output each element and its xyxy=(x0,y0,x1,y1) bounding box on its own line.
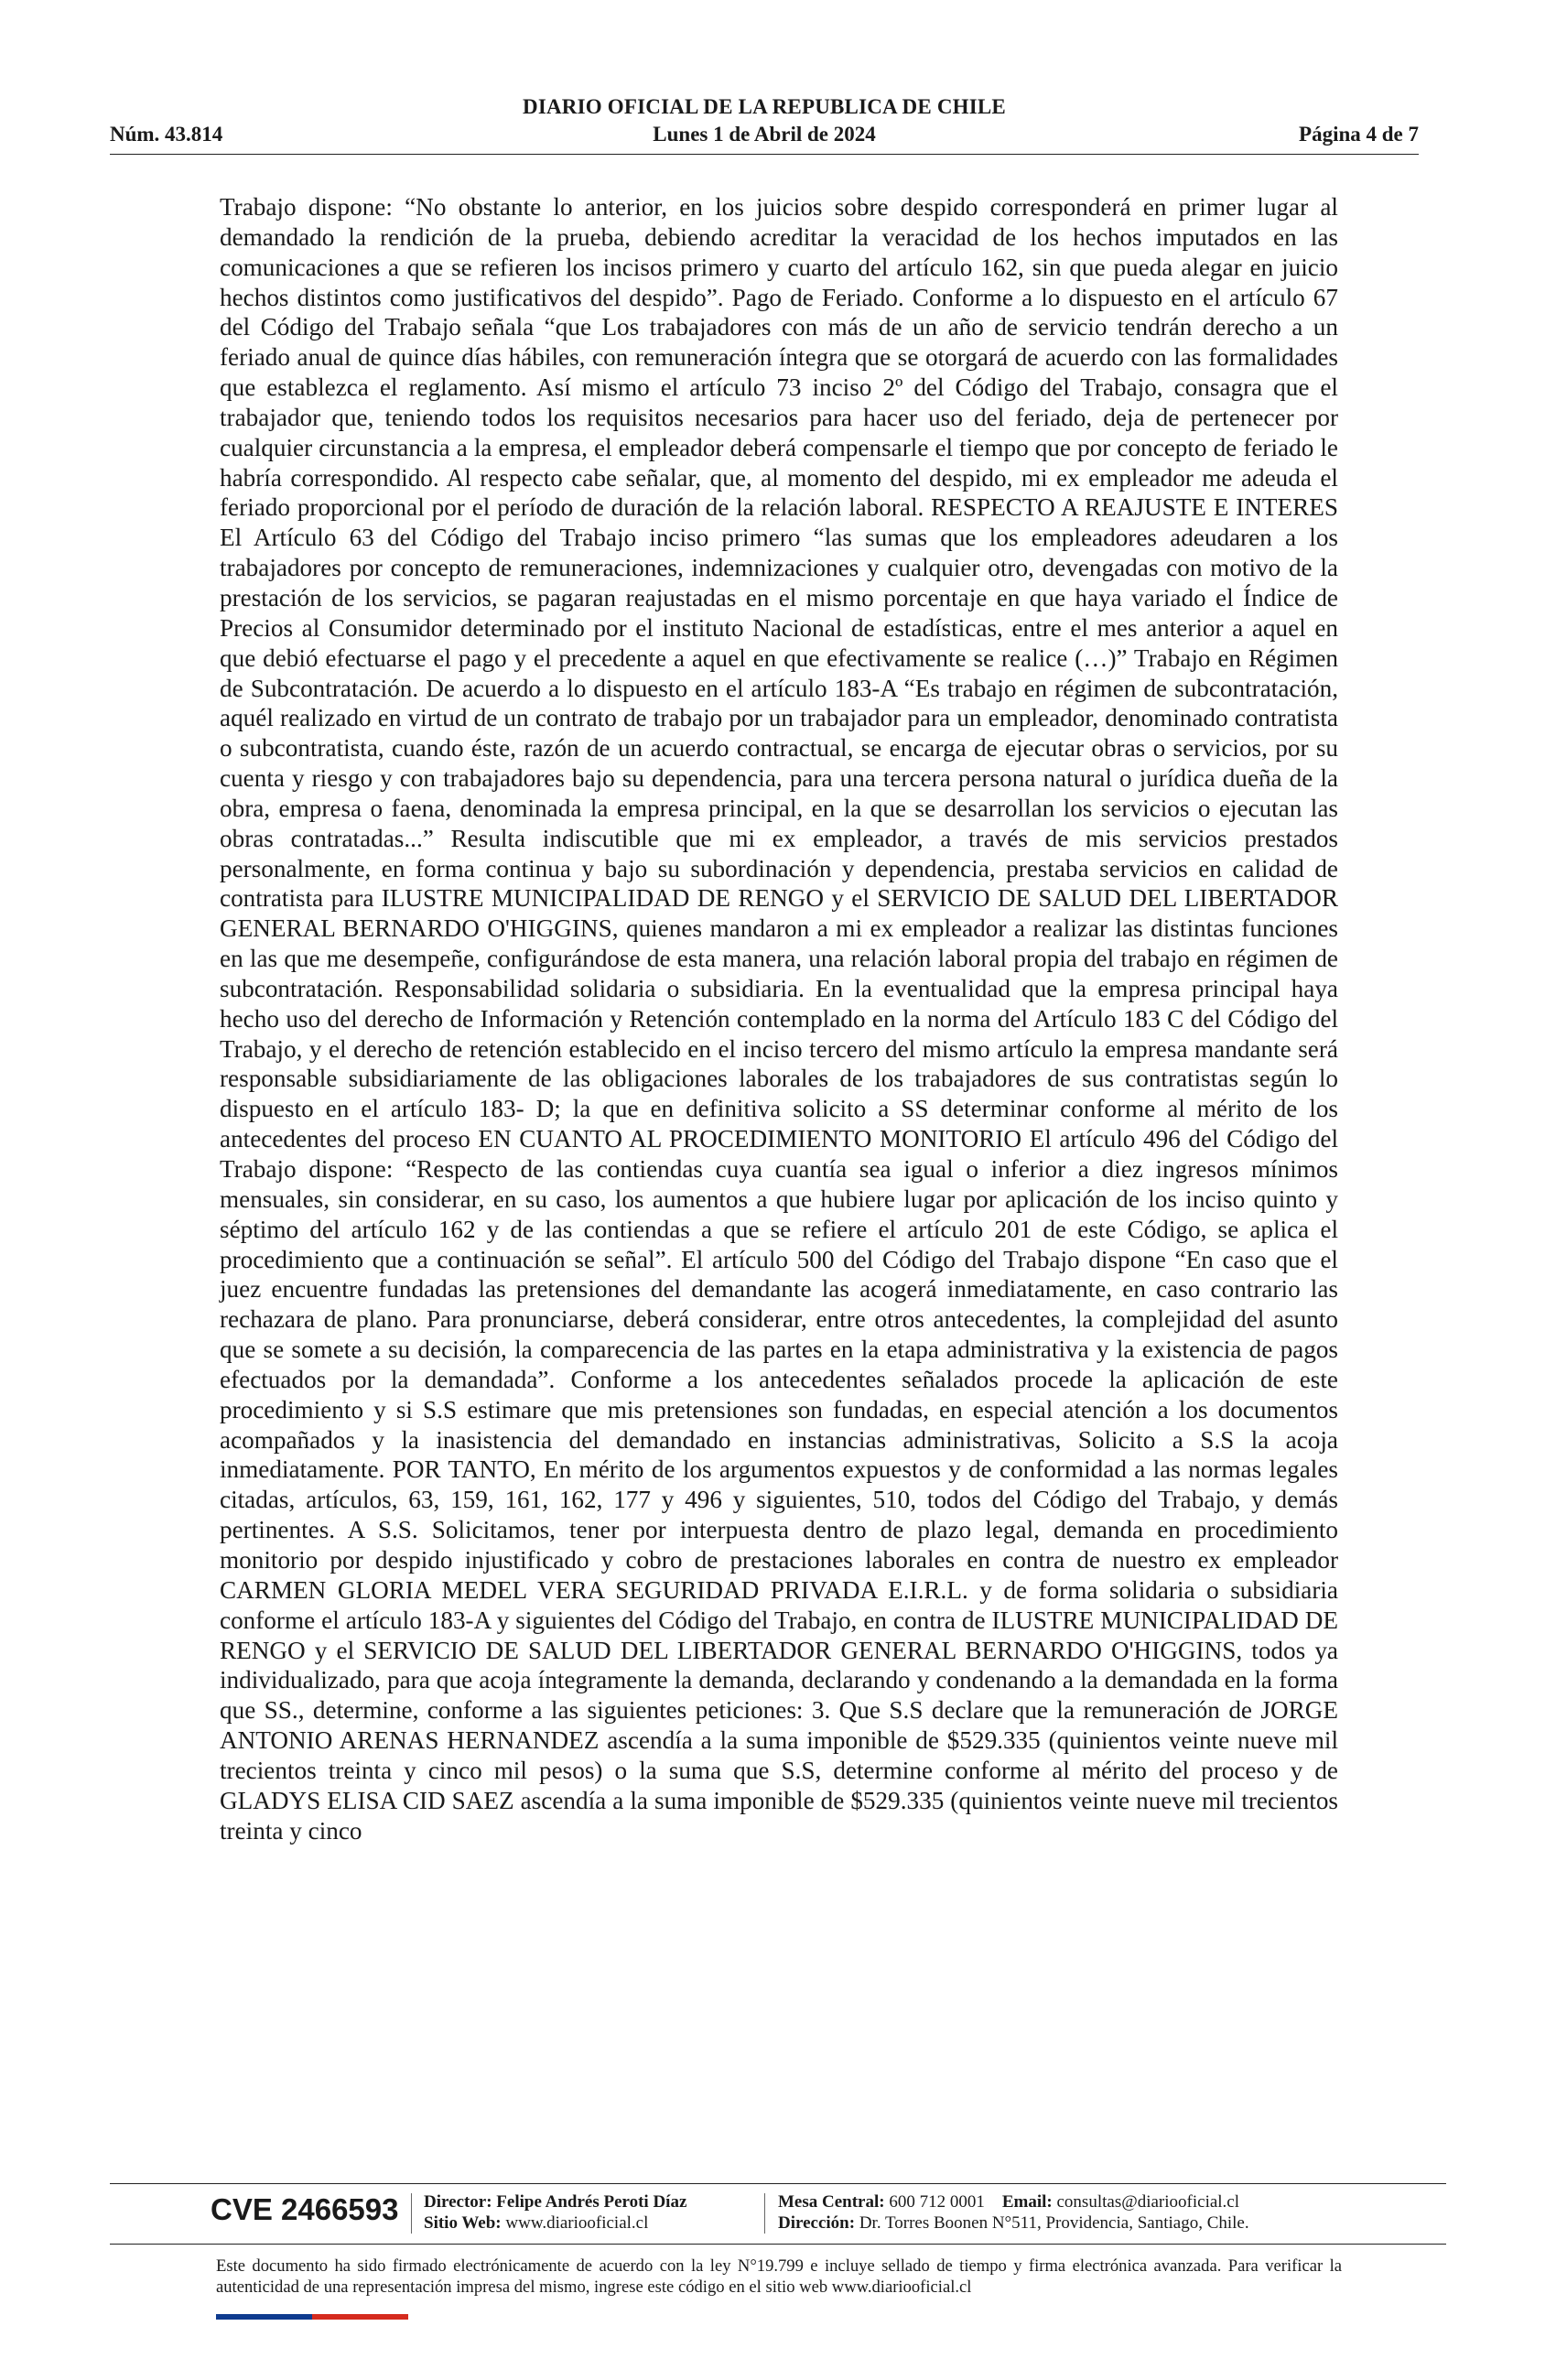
flag-red-segment xyxy=(312,2314,408,2320)
mesa-label: Mesa Central: xyxy=(778,2192,885,2212)
footer-director-block xyxy=(424,2191,686,2234)
issue-number: Núm. 43.814 xyxy=(110,123,223,146)
email-link[interactable]: consultas@diariooficial.cl xyxy=(1056,2192,1240,2212)
address-value: Dr. Torres Boonen N°511, Providencia, Santiago, Chile. xyxy=(859,2213,1249,2233)
footer-divider-top xyxy=(110,2183,1446,2184)
page-indicator: Página 4 de 7 xyxy=(1299,123,1419,146)
director-label: Director: xyxy=(424,2192,492,2212)
site-label: Sitio Web: xyxy=(424,2213,502,2233)
flag-stripe xyxy=(216,2314,408,2320)
body-paragraph: Trabajo dispone: “No obstante lo anterior, en los juicios sobre despido corresponderá en primer lugar al demandado la rendición de la prueba, debiendo acreditar la veracidad de los hechos imputados en las comunicaciones a que se refieren los incisos primero y cuarto del artículo 162, sin que pueda alegar en juicio hechos distintos como justificativos del despido”. Pago de Feriado. Conforme a lo dispuesto en el artículo 67 del Código del Trabajo señala “que Los trabajadores con más de un año de servicio tendrán derecho a un feriado anual de quince días hábiles, con remuneración íntegra que se otorgará de acuerdo con las formalidades que establezca el reglamento. Así mismo el artículo 73 inciso 2º del Código del Trabajo, consagra que el trabajador que, teniendo todos los requisitos necesarios para hacer uso del feriado, deja de pertenecer por cualquier circunstancia a la empresa, el empleador deberá compensarle el tiempo que por concepto de feriado le habría correspondido. Al respecto cabe señalar, que, al momento del despido, mi ex empleador me adeuda el feriado proporcional por el período de duración de la relación laboral. RESPECTO A REAJUSTE E INTERES El Artículo 63 del Código del Trabajo inciso primero “las sumas que los empleadores adeudaren a los trabajadores por concepto de remuneraciones, indemnizaciones y cualquier otro, devengadas con motivo de la prestación de los servicios, se pagaran reajustadas en el mismo porcentaje en que haya variado el Índice de Precios al Consumidor determinado por el instituto Nacional de estadísticas, entre el mes anterior a aquel en que debió efectuarse el pago y el precedente a aquel en que efectivamente se realice (…)” Trabajo en Régimen de Subcontratación. De acuerdo a lo dispuesto en el artículo 183-A “Es trabajo en régimen de subcontratación, aquél realizado en virtud de un contrato de trabajo por un trabajador para un empleador, denominado contratista o subcontratista, cuando éste, razón de un acuerdo contractual, se encarga de ejecutar obras o servicios, por su cuenta y riesgo y con trabajadores bajo su dependencia, para una tercera persona natural o jurídica dueña de la obra, empresa o faena, denominada la empresa principal, en la que se desarrollan los servicios o ejecutan las obras contratadas...” Resulta indiscutible que mi ex empleador, a través de mis servicios prestados personalmente, en forma continua y bajo su subordinación y dependencia, prestaba servicios en calidad de contratista para ILUSTRE MUNICIPALIDAD DE RENGO y el SERVICIO DE SALUD DEL LIBERTADOR GENERAL BERNARDO O'HIGGINS, quienes mandaron a mi ex empleador a realizar las distintas funciones en las que me desempeñe, configurándose de esta manera, una relación laboral propia del trabajo en régimen de subcontratación. Responsabilidad solidaria o subsidiaria. En la eventualidad que la empresa principal haya hecho uso del derecho de Información y Retención contemplado en la norma del Artículo 183 C del Código del Trabajo, y el derecho de retención establecido en el inciso tercero del mismo artículo la empresa mandante será responsable subsidiariamente de las obligaciones laborales de los trabajadores de sus contratistas según lo dispuesto en el artículo 183- D; la que en definitiva solicito a SS determinar conforme al mérito de los antecedentes del proceso EN CUANTO AL PROCEDIMIENTO MONITORIO El artículo 496 del Código del Trabajo dispone: “Respecto de las contiendas cuya cuantía sea igual o inferior a diez ingresos mínimos mensuales, sin considerar, en su caso, los aumentos a que hubiere lugar por aplicación de los inciso quinto y séptimo del artículo 162 y de las contiendas a que se refiere el artículo 201 de este Código, se aplica el procedimiento que a continuación se señal”. El artículo 500 del Código del Trabajo dispone “En caso que el juez encuentre fundadas las pretensiones del demandante las acogerá inmediatamente, en caso contrario las rechazara de plano. Para pronunciarse, deberá considerar, entre otros antecedentes, la complejidad del asunto que se somete a su decisión, la comparecencia de las partes en la etapa administrativa y la existencia de pagos efectuados por la demandada”. Conforme a los antecedentes señalados procede la aplicación de este procedimiento y si S.S estimare que mis pretensiones son fundadas, en especial atención a los documentos acompañados y la inasistencia del demandado en instancias administrativas, Solicito a S.S la acoja inmediatamente. POR TANTO, En mérito de los argumentos expuestos y de conformidad a las normas legales citadas, artículos, 63, 159, 161, 162, 177 y 496 y siguientes, 510, todos del Código del Trabajo, y demás pertinentes. A S.S. Solicitamos, tener por interpuesta dentro de plazo legal, demanda en procedimiento monitorio por despido injustificado y cobro de prestaciones laborales en contra de nuestro ex empleador CARMEN GLORIA MEDEL VERA SEGURIDAD PRIVADA E.I.R.L. y de forma solidaria o subsidiaria conforme el artículo 183-A y siguientes del Código del Trabajo, en contra de ILUSTRE MUNICIPALIDAD DE RENGO y el SERVICIO DE SALUD DEL LIBERTADOR GENERAL BERNARDO O'HIGGINS, todos ya individualizado, para que acoja íntegramente la demanda, declarando y condenando a la demandada en la forma que SS., determine, conforme a las siguientes peticiones: 3. Que S.S declare que la remuneración de JORGE ANTONIO ARENAS HERNANDEZ ascendía a la suma imponible de $529.335 (quinientos veinte nueve mil trecientos treinta y cinco mil pesos) o la suma que S.S, determine conforme al mérito del proceso y de GLADYS ELISA CID SAEZ ascendía a la suma imponible de $529.335 (quinientos veinte nueve mil trecientos treinta y cinco xyxy=(220,193,1338,1844)
document-body xyxy=(220,192,1338,1845)
email-label: Email: xyxy=(1001,2192,1053,2212)
issue-date: Lunes 1 de Abril de 2024 xyxy=(653,123,876,146)
site-link[interactable]: www.diariooficial.cl xyxy=(505,2213,649,2233)
footer-separator xyxy=(764,2193,765,2234)
director-name: Felipe Andrés Peroti Díaz xyxy=(496,2192,687,2212)
footer-separator xyxy=(411,2193,412,2234)
publication-title: DIARIO OFICIAL DE LA REPUBLICA DE CHILE xyxy=(523,95,1006,118)
mesa-phone: 600 712 0001 xyxy=(889,2192,985,2212)
cve-code: CVE 2466593 xyxy=(211,2192,399,2226)
flag-blue-segment xyxy=(216,2314,312,2320)
footer-divider-bottom xyxy=(110,2244,1446,2245)
address-label: Dirección: xyxy=(778,2213,856,2233)
footer-contact-block xyxy=(778,2191,1249,2234)
page-header xyxy=(110,92,1419,156)
legal-notice: Este documento ha sido firmado electrónicamente de acuerdo con la ley N°19.799 e incluye sellado de tiempo y firma electrónica avanzada. Para verificar la autenticidad de una representación impresa del mismo, ingrese este código en el sitio web www.diariooficial.cl xyxy=(216,2256,1342,2297)
header-divider xyxy=(110,154,1419,155)
